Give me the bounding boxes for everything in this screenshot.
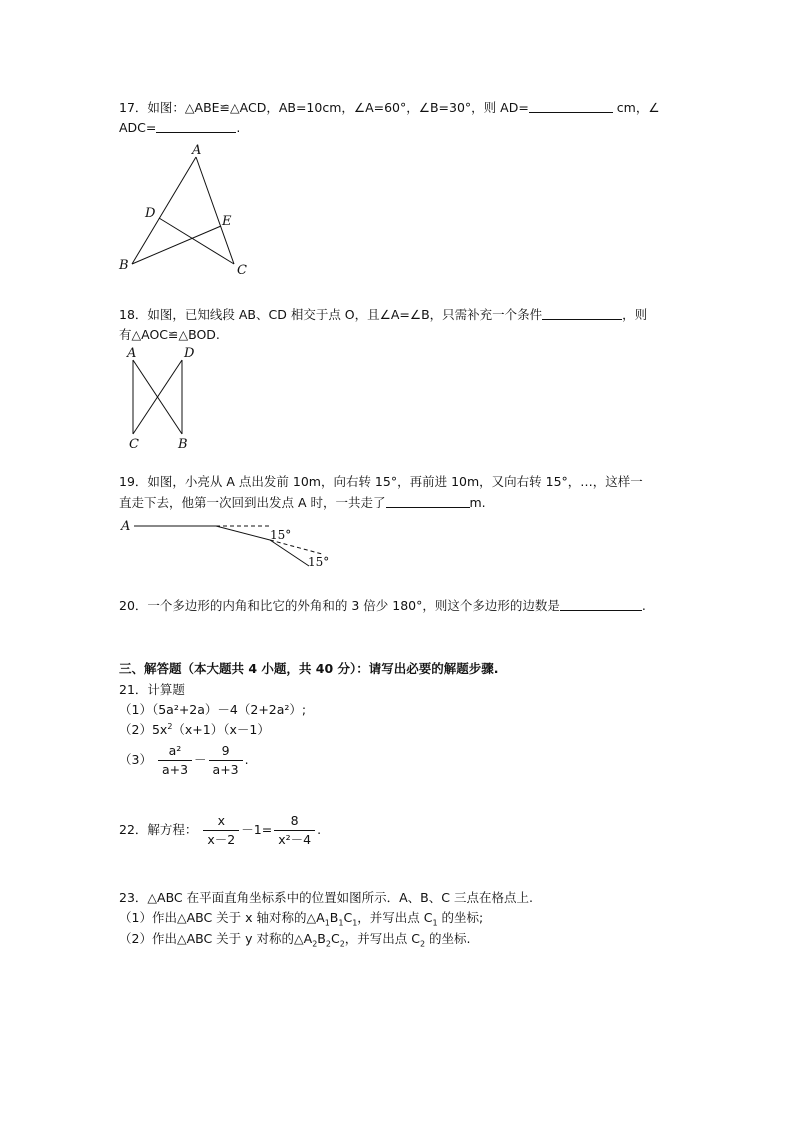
q19-figure [118, 514, 338, 574]
q23-title: 23．△ABC 在平面直角坐标系中的位置如图所示．A、B、C 三点在格点上. [119, 890, 533, 905]
q17-label-a: A [192, 143, 202, 158]
q18-label-b: B [178, 437, 188, 452]
q19-line2: 直走下去，他第一次回到出发点 A 时，一共走了 m. [119, 495, 486, 510]
q19-label-a: A [121, 519, 131, 534]
q23-part2: （2）作出△ABC 关于 y 对称的$\triangle A_2B_2C_2$，并写出点 $C_2$ 的坐标. [119, 931, 471, 949]
q19-blank[interactable] [386, 495, 470, 508]
q21-title: 21．计算题 [119, 682, 185, 697]
q17-label-e: E [222, 214, 232, 229]
q20-line: 20．一个多边形的内角和比它的外角和的 3 倍少 180°，则这个多边形的边数是 . [119, 598, 646, 613]
q17-line2: ADC= . [119, 120, 241, 135]
q18-label-c: C [129, 437, 139, 452]
q17-label-b: B [119, 258, 129, 273]
q19-angle-2: 15° [308, 555, 330, 569]
q18-label-d: D [184, 346, 195, 361]
q17-blank-adc[interactable] [156, 120, 236, 133]
section-3-title: 三、解答题（本大题共 4 小题，共 40 分）：请写出必要的解题步骤. [119, 661, 499, 676]
q23-part1: （1）作出△ABC 关于 x 轴对称的$\triangle A_1B_1C_1$，并写出点 $C_1$ 的坐标; [119, 910, 484, 928]
q22-fraction-1: $\frac{x}{x-2}$ [203, 812, 239, 849]
q22-equation: 22．解方程： $\frac{x}{x-2}$ －1= $\frac{8}{\text{x²－4}}$ . [119, 813, 322, 847]
q17-label-c: C [237, 263, 247, 278]
q17-figure [114, 140, 254, 280]
q21-part2: $(2)5x^2(x+1)(x-1)$ [119, 721, 270, 737]
q21-fraction-1: $\frac{\text{a²}}{a+3}$ [158, 742, 192, 779]
q17-blank-ad[interactable] [529, 100, 613, 113]
q18-figure [120, 342, 200, 454]
q21-part3: （3） $\frac{\text{a²}}{a+3}$ － $\frac{9}{a+3}$ . [119, 743, 249, 777]
q18-blank[interactable] [542, 307, 622, 320]
q21-fraction-2: $\frac{9}{a+3}$ [209, 742, 243, 779]
q18-line1: 18．如图，已知线段 AB、CD 相交于点 O，且∠A=∠B，只需补充一个条件 ，则 [119, 307, 648, 322]
q19-angle-1: 15° [270, 528, 292, 542]
q17-line1: 17．如图：△ABE≌△ACD，AB=10cm，∠A=60°，∠B=30°，则 AD= cm，∠ [119, 100, 660, 115]
q18-line2: 有△AOC≌△BOD. [119, 327, 220, 342]
q19-line1: 19．如图，小亮从 A 点出发前 10m，向右转 15°，再前进 10m，又向右转 15°，…，这样一 [119, 474, 643, 489]
q18-label-a: A [127, 346, 137, 361]
q22-fraction-2: $\frac{8}{\text{x²－4}}$ [274, 812, 315, 849]
q17-label-d: D [145, 206, 156, 221]
q21-part1: （1）（5a²+2a）－4（2+2a²）; [119, 702, 307, 717]
q20-blank[interactable] [560, 598, 642, 611]
